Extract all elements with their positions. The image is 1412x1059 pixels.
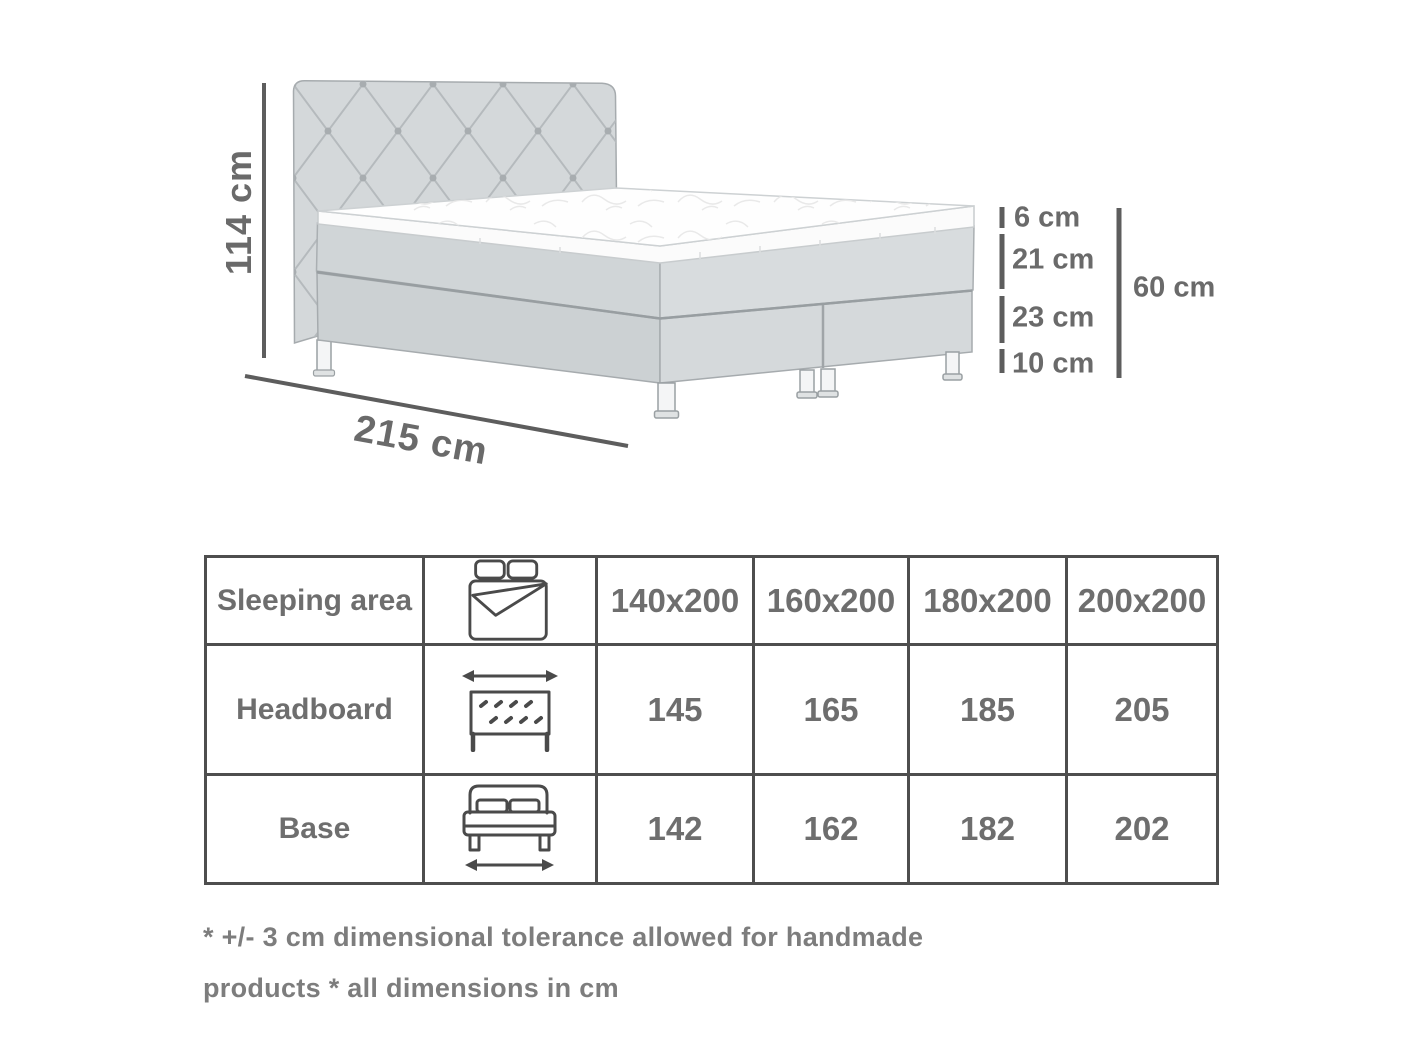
base-value: 182 <box>909 775 1067 884</box>
headboard-icon-cell <box>424 645 597 775</box>
bed-top-view-icon <box>466 559 554 643</box>
dimensions-table <box>204 555 1219 885</box>
table-row-headboard <box>206 645 1218 775</box>
sleeping-area-icon-cell <box>424 557 597 645</box>
length-dimension-label: 215 cm <box>350 407 492 474</box>
topper-height-label: 6 cm <box>1014 201 1081 234</box>
headboard-width-icon <box>460 668 560 752</box>
headboard-value: 185 <box>909 645 1067 775</box>
sleeping-area-value: 160x200 <box>754 557 909 645</box>
base-value: 202 <box>1067 775 1218 884</box>
legs-height-label: 10 cm <box>1012 347 1095 380</box>
height-dimension-label: 114 cm <box>218 148 259 276</box>
table-row-sleeping-area <box>206 557 1218 645</box>
total-height-label: 60 cm <box>1133 271 1216 304</box>
base-value: 162 <box>754 775 909 884</box>
base-width-icon <box>462 783 558 875</box>
row-label-headboard: Headboard <box>206 645 424 775</box>
table-row-base <box>206 775 1218 884</box>
row-label-sleeping-area: Sleeping area <box>206 557 424 645</box>
row-label-base: Base <box>206 775 424 884</box>
headboard-value: 205 <box>1067 645 1218 775</box>
headboard-value: 145 <box>597 645 754 775</box>
base-value: 142 <box>597 775 754 884</box>
mattress-height-label: 21 cm <box>1012 243 1095 276</box>
sleeping-area-value: 180x200 <box>909 557 1067 645</box>
headboard-value: 165 <box>754 645 909 775</box>
base-height-label: 23 cm <box>1012 301 1095 334</box>
sleeping-area-value: 200x200 <box>1067 557 1218 645</box>
headboard-leg <box>314 340 335 376</box>
tolerance-footnote: * +/- 3 cm dimensional tolerance allowed for handmade products * all dimensions in cm <box>203 922 924 1004</box>
base-icon-cell <box>424 775 597 884</box>
sleeping-area-value: 140x200 <box>597 557 754 645</box>
